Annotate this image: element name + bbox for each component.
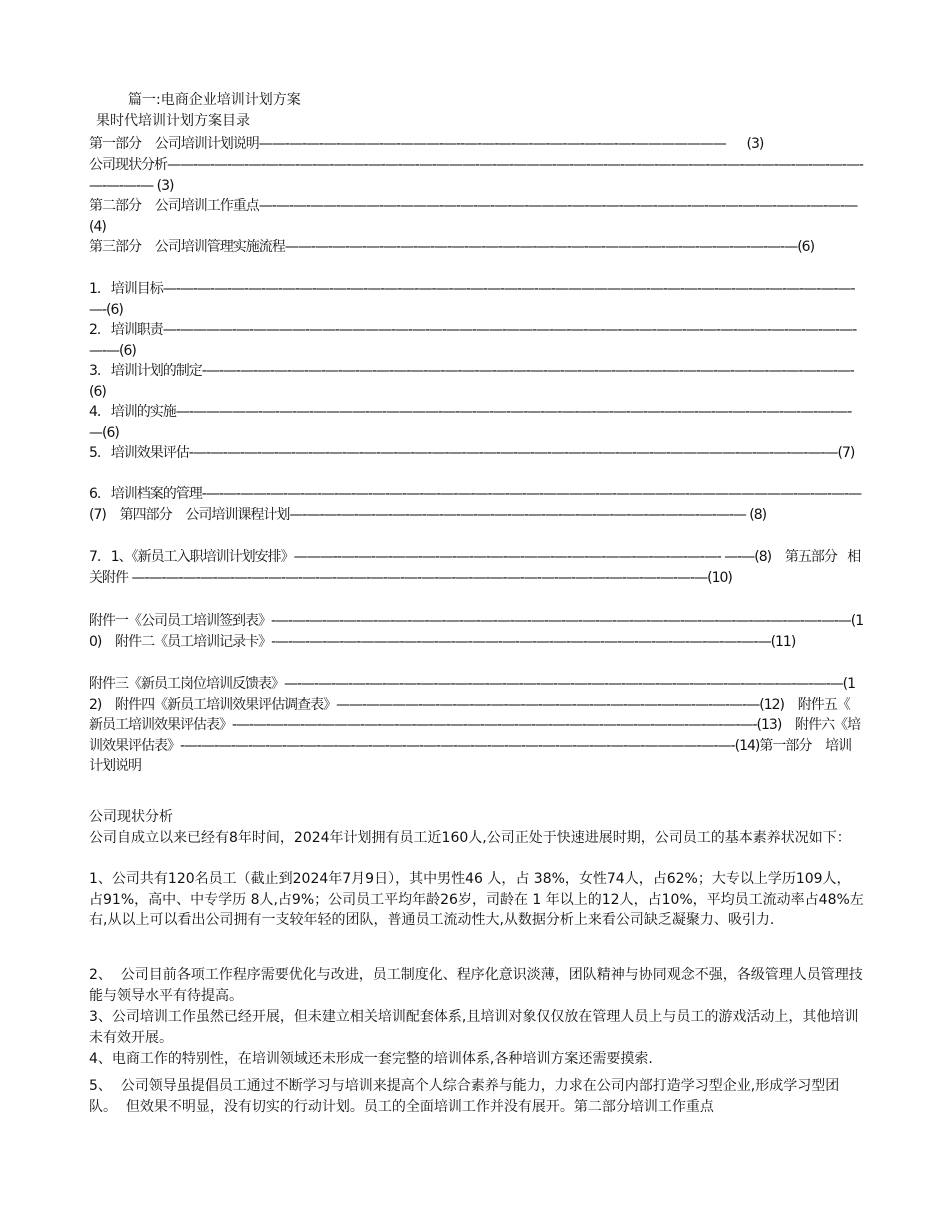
toc-entry: 2. 培训职责—-————-—-————-——-————-—-—-—-——-——-——-—-—-—-—-—-—-—-——-—-—-—-—-—-—-—-—-—-—-—-—(6) [89,322,857,359]
toc-entry: 第三部分 公司培训管理实施流程——-—-—-—-—-—-—-—-—-—-—-—-—-—-—-—-—-—-———-—-—-—-—-—-—-—-—-—(6) [89,239,815,255]
toc-entry: 附件一《公司员工培训签到表》-—-—-—-—-—-—-—-—-—-—-—-—-—-—-—-—-—-—-—-—-—-—-—-—-—-—-—-—-—-—-—-—-—-—(10) 附件二《员工培训记录卡》-—-—-—-—-—-———-—-—-—-—-——-—-—-—-—-—-—-—-—-—-—-—-—-—-—-—-—(11) [89,613,864,650]
toc-entry: 1. 培训目标—-—-—-—-—-—-—-—-—-—-—-—-—-—-—-—-—-—-—-—-—-—-—-———————-—-—-—-—-—-—-—-—-—-—-—-—-—-(6) [89,281,855,318]
toc-title: 果时代培训计划方案目录 [96,113,250,129]
heading-title: 篇一:电商企业培训计划方案 [128,92,301,108]
toc-entry: 第二部分 公司培训工作重点—-—-—-——-———-—-———-—-—-—-—-—-———-—-—-—-—-—-—-—-—-—-—-—-—-—-—-—-—-—(4) [89,198,858,235]
toc-entry: 7. 1、《新员工入职培训计划安排》———--—-—-—-——-—-—-—-—-—-—-——-—-—-—-——-—-—-—-—-—- —-—(8) 第五部分 相关附件 —-—-—-—-—-—-—-—-—-—-—-—-—-—-—-—-—-—-—-—-—-—-—-—-—-—-—-—-—-—-—-—-—-—(10) [89,549,861,586]
toc-entry: 4. 培训的实施—-—————-—-—-—-————-—-————-—-—-—-—-—-—-—-—-—-—-—-—-—-—-—-—-—-—-—-—-—-—-—-—-—(6) [89,404,852,441]
toc-entry: 第一部分 公司培训计划说明——-—-—-—-———-—-———-—--—-—-—-—-—-—-—-—-—-—-——————— (3) [89,136,764,152]
toc-entry: 6. 培训档案的管理-—-—-——-—-—-—-—-—-—-—-—-—-—-—-—-—-—-—-—-————-—-————-—-————————-—-—-—-—(7) 第四部分 公司培训课程计划—-—-—-—-—-—-—-—-—-—-—-—-—-—-—-—-—-—-—-—-—-—-—-—-—-—-— (8) [89,486,862,523]
paragraph: 3、公司培训工作虽然已经开展，但未建立相关培训配套体系,且培训对象仅仅放在管理人员上与员工的游戏活动上，其他培训未有效开展。 [89,1009,859,1046]
section-title: 公司现状分析 [89,809,173,825]
toc-entry: 附件三《新员工岗位培训反馈表》—-—-—-—-—-—-—-—-—-—-—-—-—-—-—-—-—-—-—-—-—-—-—-—-—-—-—-—-—-—-—-—-—(12) 附件四《新员工培训效果评估调查表》——-————-—-—-—-—-—-—-—-—-—-—-—-—-—-—-—-—-—-—-—-—(12) 附件五《 新员工培训效果评估表》-—-—-—-—-—-———-—-—-—-—-—-—-—-—-—-—-—-—-—-—-—-—-—-—-—-—-—-—-—-(13) 附件六《培训效果评估表》-—-—-—-—-—-—-—-—-—-—-—-—-—-—-—-—-—-—-—-—-—-—-—-—-—-—-—-————-—-—-(14)第一部分 培训计划说明 [89,676,861,775]
toc-entry: 公司现状分析——-—-—-—-—-—-—-—-—-—-—-—-—-—-—-———-—-—-———-—-—-—-—-—-—-—-—-—-—-—-—-—-—-—-—-—-—-—-—-—-— (3) [89,157,863,194]
paragraph: 5、 公司领导虽提倡员工通过不断学习与培训来提高个人综合素养与能力，力求在公司内部打造学习型企业,形成学习型团队。 但效果不明显，没有切实的行动计划。员工的全面培训工作并没有展开。第二部分培训工作重点 [89,1078,840,1115]
paragraph: 公司自成立以来已经有8年时间，2024年计划拥有员工近160人,公司正处于快速进展时期，公司员工的基本素养状况如下： [89,830,851,846]
toc-entry: 5. 培训效果评估-—-—-—-—-—-—-—-—-—-—-—-—-—-—-—-—-—-—-—-—-—-—-—-—-—-—-—-—-—————-—-—-—-—-—-—(7) [89,445,855,461]
toc-entry: 3. 培训计划的制定-—-—-—-—-—-—-—-—-—-—-—-—-—-—-—-—-—-—-—-—-—-—-—-—-—-—-—-—-—-—-—-—-—-—-—-—-—-—-(6) [89,363,854,400]
paragraph: 4、电商工作的特别性，在培训领域还未形成一套完整的培训体系,各种培训方案还需要摸索. [89,1051,653,1067]
paragraph: 2、 公司目前各项工作程序需要优化与改进，员工制度化、程序化意识淡薄，团队精神与协同观念不强，各级管理人员管理技能与领导水平有待提高。 [89,967,863,1004]
paragraph: 1、公司共有120名员工（截止到2024年7月9日），其中男性46 人，占 38%，女性74人，占62%；大专以上学历109人，占91%，高中、中专学历 8人,占9%；公司员工平均年龄26岁，司龄在 1 年以上的12人，占10%，平均员工流动率占48%左右,从以上可以看出公司拥有一支较年轻的团队，普通员工流动性大,从数据分析上来看公司缺乏凝聚力、吸引力. [89,871,864,929]
